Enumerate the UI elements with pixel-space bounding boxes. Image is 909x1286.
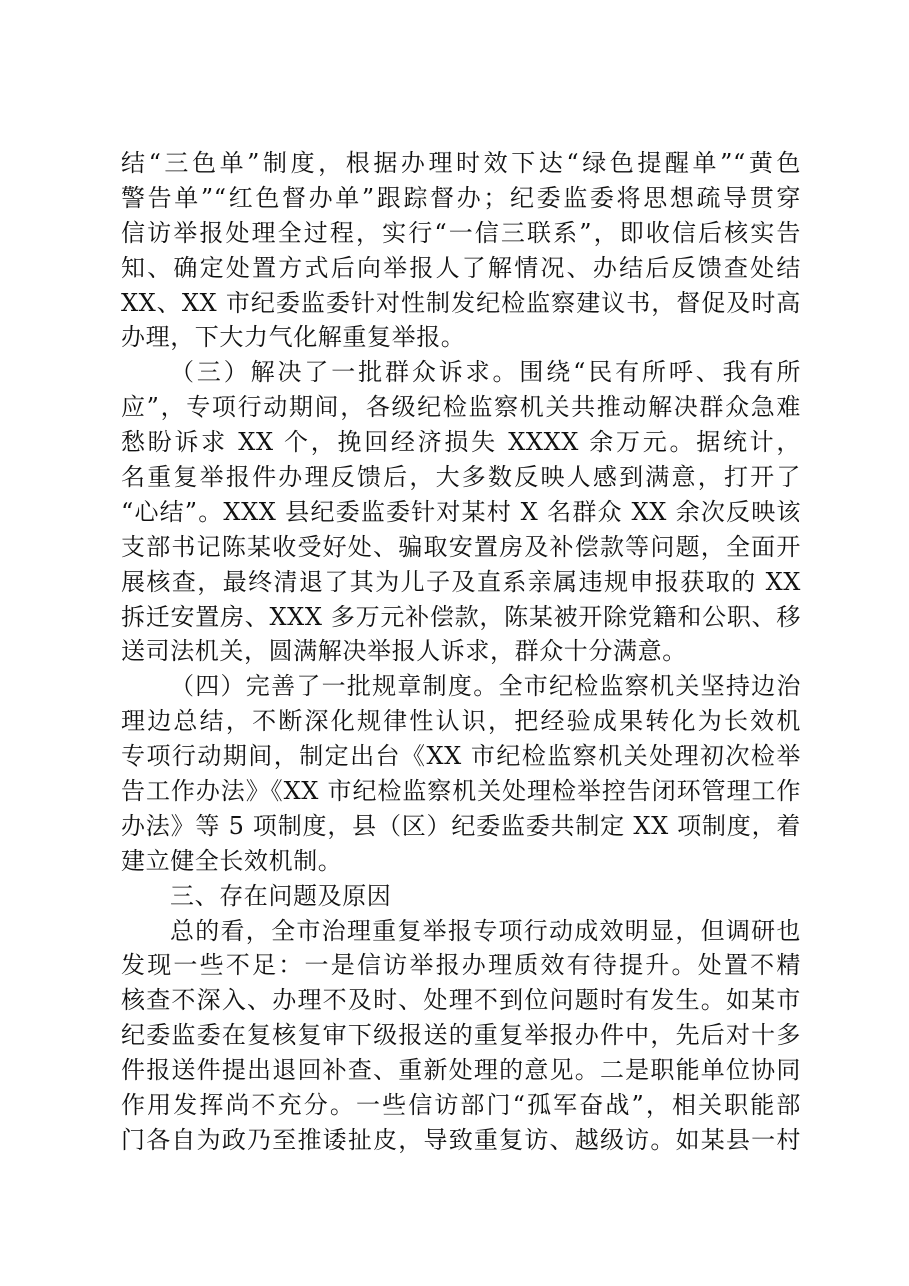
text-line: 件报送件提出退回补查、重新处理的意见。二是职能单位协同: [121, 1056, 801, 1085]
text-line: 总的看，全市治理重复举报专项行动成效明显，但调研也: [170, 916, 801, 945]
text-line: 送司法机关，圆满解决举报人诉求，群众十分满意。: [121, 637, 687, 666]
text-line: “心结”。XXX 县纪委监委针对某村 X 名群众 XX 余次反映该: [121, 497, 801, 526]
section-title: 三、存在问题及原因: [170, 881, 392, 910]
text-line: 警告单”“红色督办单”跟踪督办；纪委监委将思想疏导贯穿: [121, 183, 801, 212]
text-line: 发现一些不足：一是信访举报办理质效有待提升。处置不精: [121, 951, 801, 980]
text-line: 建立健全长效机制。: [121, 846, 343, 875]
text-line: 办法》等 5 项制度，县（区）纪委监委共制定 XX 项制度，着: [121, 811, 801, 840]
text-line: 结“三色单”制度，根据办理时效下达“绿色提醒单”“黄色: [121, 149, 801, 177]
section-heading-line: （三）解决了一批群众诉求。围绕“民有所呼、我有所: [170, 358, 801, 387]
text-line: 理边总结，不断深化规律性认识，把经验成果转化为长效机: [121, 707, 801, 736]
document-body: [121, 146, 801, 1158]
text-line: 展核查，最终清退了其为儿子及直系亲属违规申报获取的 XX: [121, 567, 801, 596]
text-line: 告工作办法》《XX 市纪检监察机关处理检举控告闭环管理工作: [121, 777, 801, 806]
text-line: 知、确定处置方式后向举报人了解情况、办结后反馈查处结: [121, 253, 801, 282]
text-line: 作用发挥尚不充分。一些信访部门“孤军奋战”，相关职能部: [121, 1091, 801, 1120]
text-line: 愁盼诉求 XX 个，挽回经济损失 XXXX 余万元。据统计，: [121, 428, 801, 457]
text-line: 专项行动期间，制定出台《XX 市纪检监察机关处理初次检举: [121, 742, 801, 771]
text-line: 门各自为政乃至推诿扯皮，导致重复访、越级访。如某县一村: [121, 1125, 801, 1154]
text-line: 办理，下大力气化解重复举报。: [121, 323, 466, 352]
text-line: 支部书记陈某收受好处、骗取安置房及补偿款等问题，全面开: [121, 532, 801, 561]
text-line: 拆迁安置房、XXX 多万元补偿款，陈某被开除党籍和公职、移: [121, 602, 801, 631]
text-line: XX、XX 市纪委监委针对性制发纪检监察建议书，督促及时高: [121, 288, 801, 317]
text-line: 信访举报处理全过程，实行“一信三联系”，即收信后核实告: [121, 218, 801, 247]
text-line: 纪委监委在复核复审下级报送的重复举报办件中，先后对十多: [121, 1021, 801, 1050]
text-line: 核查不深入、办理不及时、处理不到位问题时有发生。如某市: [121, 986, 801, 1015]
section-heading-line: （四）完善了一批规章制度。全市纪检监察机关坚持边治: [170, 672, 801, 701]
text-line: 名重复举报件办理反馈后，大多数反映人感到满意，打开了: [121, 463, 801, 492]
text-line: 应”，专项行动期间，各级纪检监察机关共推动解决群众急难: [121, 393, 801, 422]
